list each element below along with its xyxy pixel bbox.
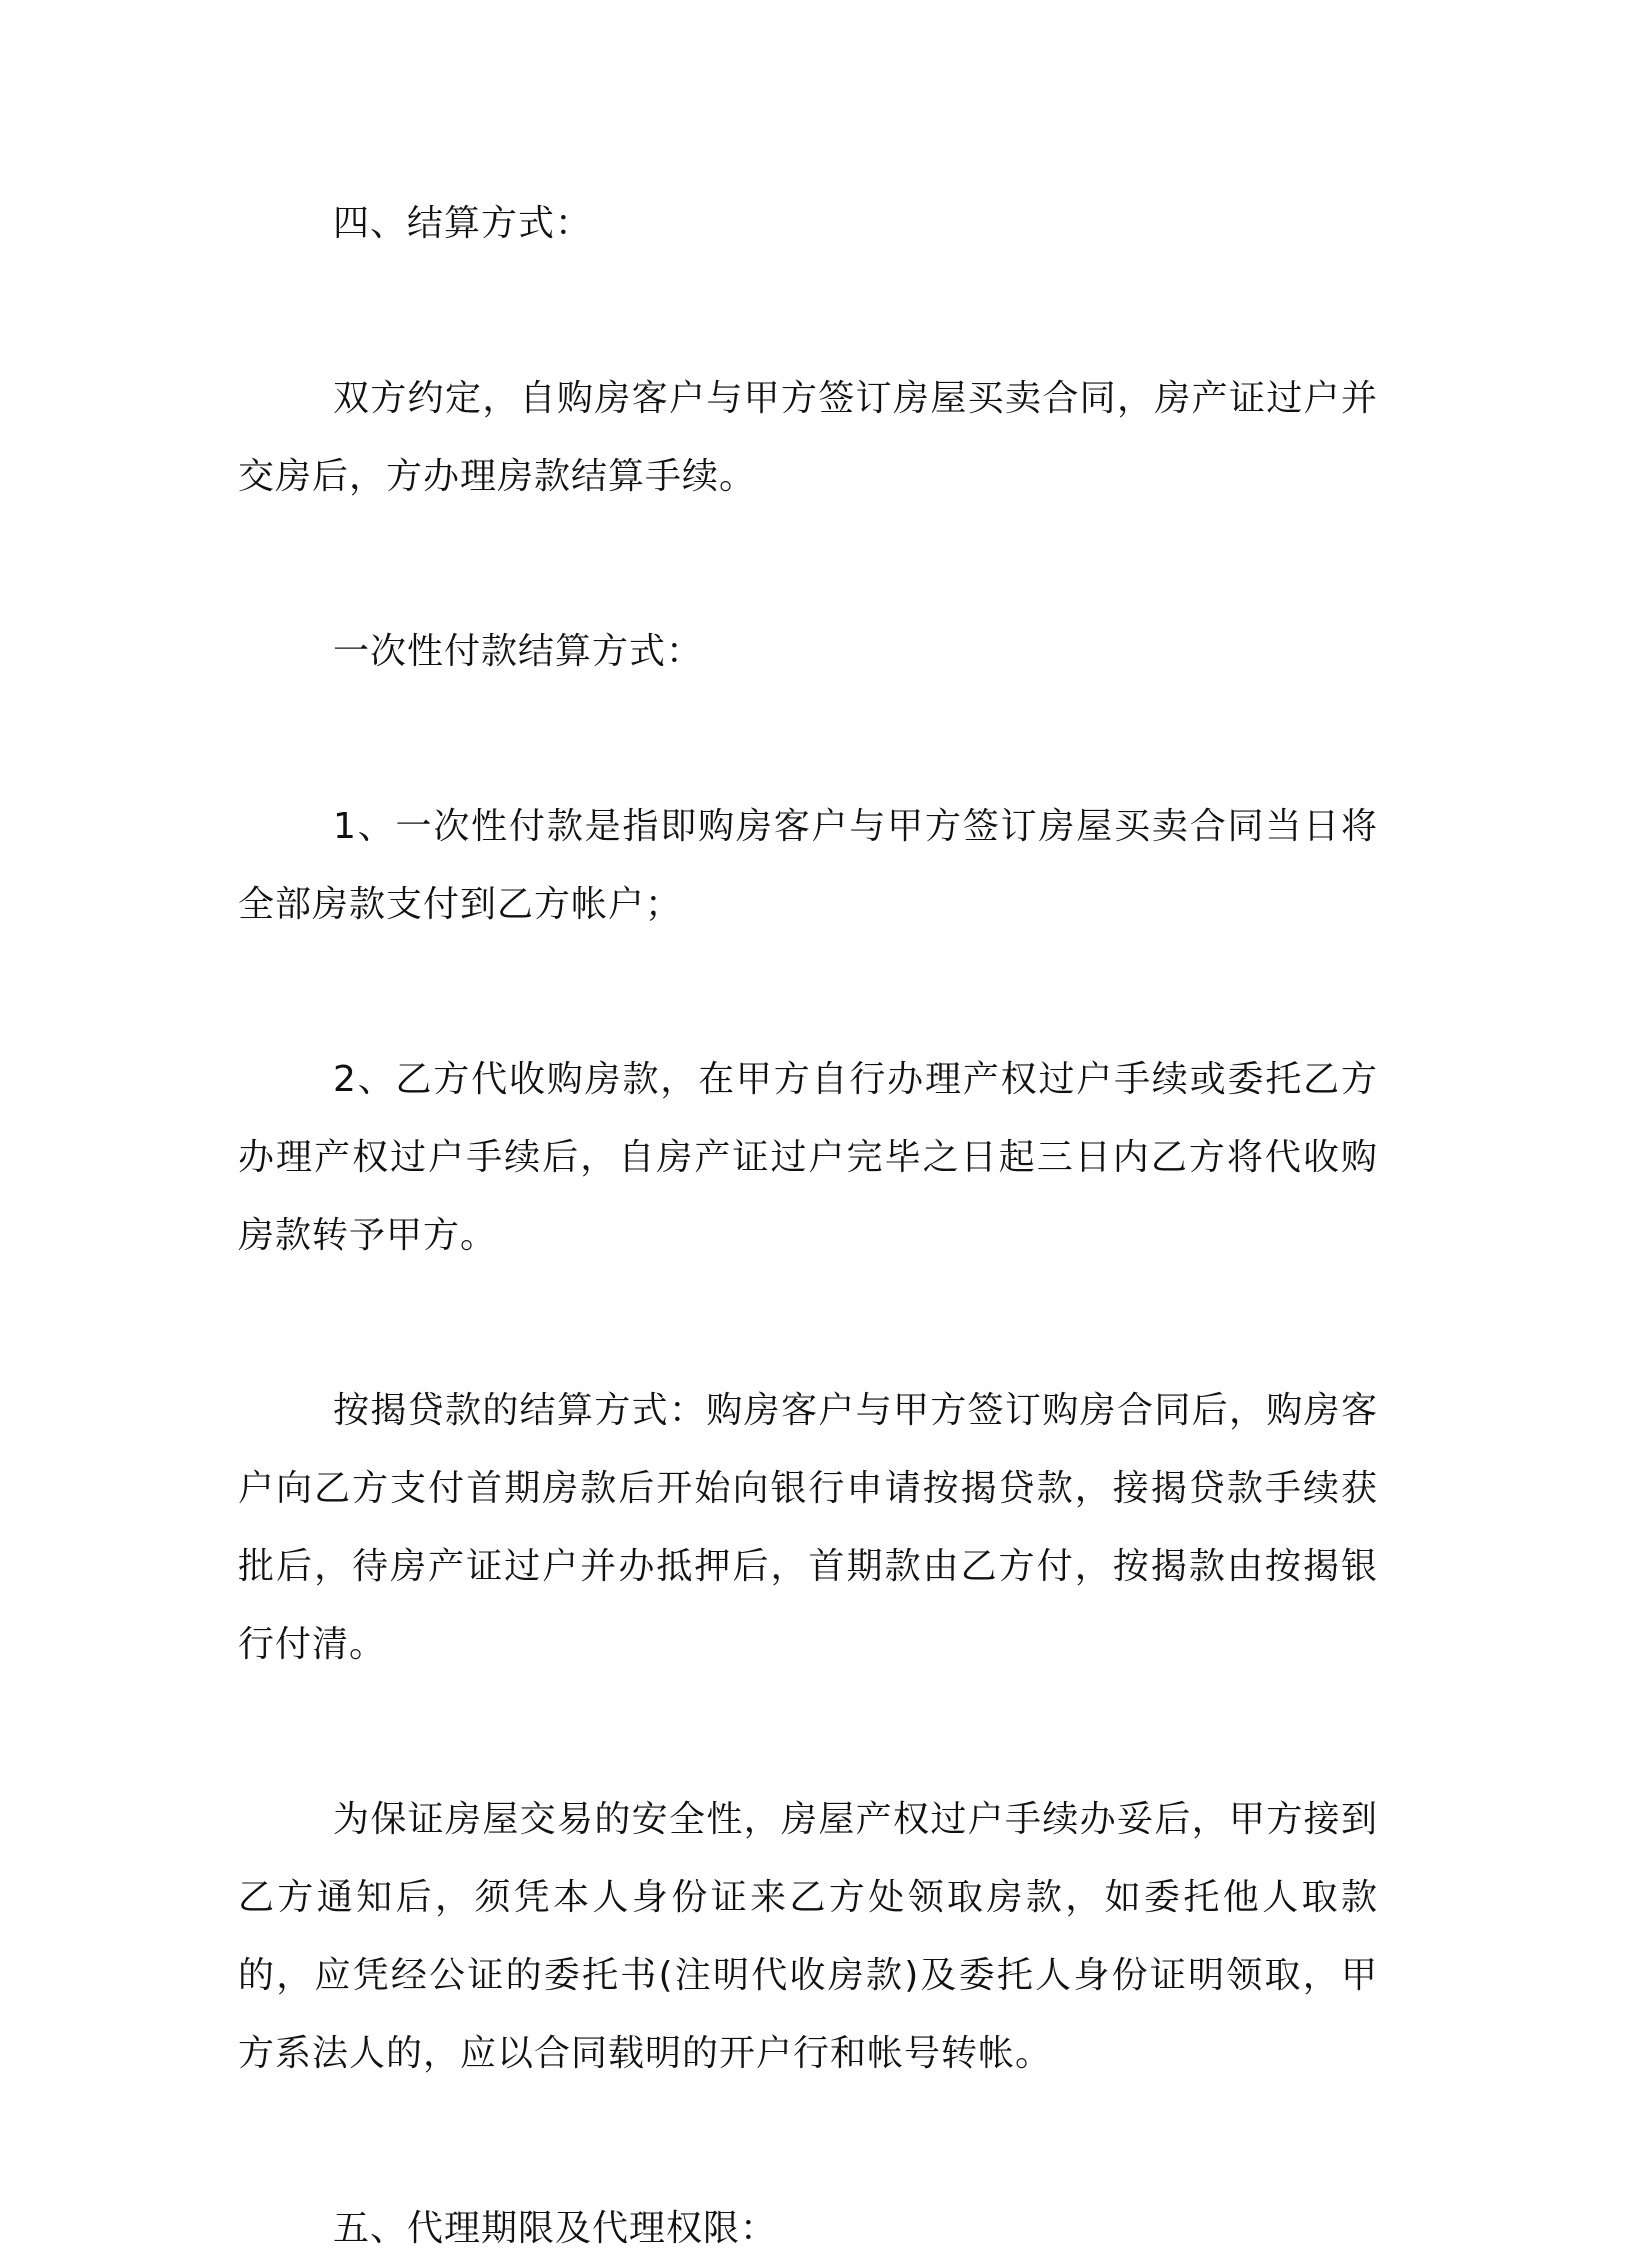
item-1-paragraph: 1、一次性付款是指即购房客户与甲方签订房屋买卖合同当日将全部房款支付到乙方帐户； xyxy=(238,806,1378,925)
paragraph-gap xyxy=(238,1275,1378,1372)
paragraph-gap xyxy=(238,516,1378,613)
item-2-paragraph: 2、乙方代收购房款，在甲方自行办理产权过户手续或委托乙方办理产权过户手续后，自房产证过户完毕之日起三日内乙方将代收购房款转予甲方。 xyxy=(238,1059,1378,1256)
paragraph-gap xyxy=(238,944,1378,1041)
paragraph-gap xyxy=(238,1684,1378,1781)
lump-sum-heading: 一次性付款结算方式： xyxy=(333,631,704,672)
section-5-heading: 五、代理期限及代理权限： xyxy=(333,2208,778,2249)
paragraph-gap xyxy=(238,263,1378,360)
document-body xyxy=(238,185,1378,2268)
agreement-paragraph: 双方约定，自购房客户与甲方签订房屋买卖合同，房产证过户并交房后，方办理房款结算手续。 xyxy=(238,378,1378,497)
paragraph-gap xyxy=(238,691,1378,788)
paragraph-gap xyxy=(238,2093,1378,2190)
security-paragraph: 为保证房屋交易的安全性，房屋产权过户手续办妥后，甲方接到乙方通知后，须凭本人身份证来乙方处领取房款，如委托他人取款的，应凭经公证的委托书(注明代收房款)及委托人身份证明领取，甲方系法人的，应以合同载明的开户行和帐号转帐。 xyxy=(238,1799,1378,2074)
mortgage-paragraph: 按揭贷款的结算方式：购房客户与甲方签订购房合同后，购房客户向乙方支付首期房款后开始向银行申请按揭贷款，接揭贷款手续获批后，待房产证过户并办抵押后，首期款由乙方付，按揭款由按揭银行付清。 xyxy=(238,1390,1378,1665)
section-4-heading: 四、结算方式： xyxy=(333,203,593,244)
